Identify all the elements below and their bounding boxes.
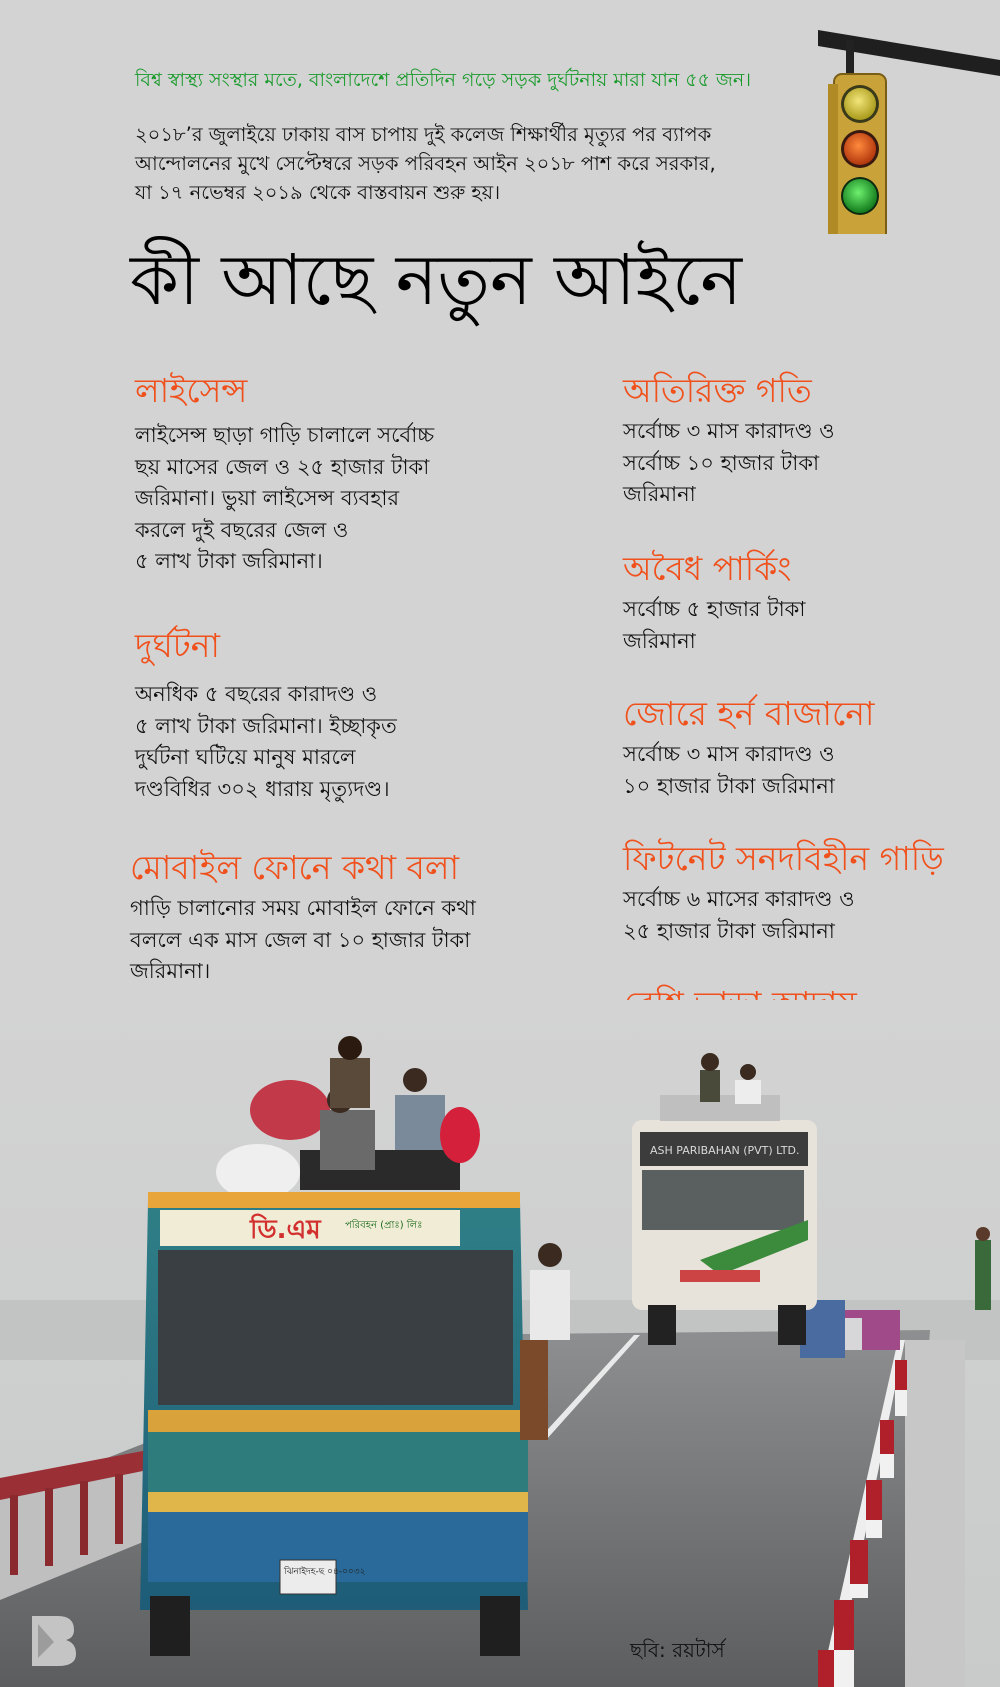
body-line: জরিমানা। ভুয়া লাইসেন্স ব্যবহার — [135, 486, 399, 510]
section-mobile-phone — [130, 847, 550, 988]
section-body — [623, 594, 983, 657]
bus-sign-company: পরিবহন (প্রাঃ) লিঃ — [345, 1220, 423, 1231]
section-body — [135, 679, 535, 805]
body-line: ছয় মাসের জেল ও ২৫ হাজার টাকা — [135, 454, 430, 479]
intro-line: আন্দোলনের মুখে সেপ্টেম্বরে সড়ক পরিবহন আইন ২০১৮ পাশ করে সরকার, — [135, 152, 716, 175]
body-line: দণ্ডবিধির ৩০২ ধারায় মৃত্যুদণ্ড। — [135, 776, 390, 801]
section-illegal-parking — [623, 548, 983, 657]
photo-caption: ছবি: রয়টার্স — [630, 1638, 725, 1662]
bus-sign: ডি.এম — [250, 1215, 321, 1245]
rear-bus-sign: ASH PARIBAHAN (PVT) LTD. — [650, 1144, 800, 1157]
who-statistic: বিশ্ব স্বাস্থ্য সংস্থার মতে, বাংলাদেশে প্রতিদিন গড়ে সড়ক দুর্ঘটনায় মারা যান ৫৫ জন। — [135, 69, 752, 91]
body-line: ২৫ হাজার টাকা জরিমানা — [623, 918, 835, 943]
section-overspeed — [623, 370, 983, 511]
body-line: ৫ লাখ টাকা জরিমানা। — [135, 549, 323, 573]
section-loud-horn — [623, 693, 983, 802]
intro-line: ২০১৮’র জুলাইয়ে ঢাকায় বাস চাপায় দুই কলেজ শিক্ষার্থীর মৃত্যুর পর ব্যাপক — [135, 123, 712, 146]
license-plate: ঝিনাইদহ-ছ ০৪-০০৩২ — [284, 1567, 366, 1577]
intro-paragraph — [135, 120, 775, 207]
body-line: ৫ লাখ টাকা জরিমানা। ইচ্ছাকৃত — [135, 713, 397, 738]
section-title: অতিরিক্ত গতি — [623, 371, 812, 410]
body-line: জরিমানা। — [130, 959, 211, 983]
section-body — [135, 420, 535, 578]
body-line: করলে দুই বছরের জেল ও — [135, 517, 349, 542]
section-body — [623, 416, 983, 511]
body-line: অনধিক ৫ বছরের কারাদণ্ড ও — [135, 682, 378, 706]
publisher-logo-icon — [28, 1612, 80, 1668]
section-body — [130, 893, 550, 988]
body-line: দুর্ঘটনা ঘটিয়ে মানুষ মারলে — [135, 745, 356, 769]
section-accident — [135, 625, 535, 805]
section-title: মোবাইল ফোনে কথা বলা — [130, 848, 460, 887]
body-line: জরিমানা — [623, 482, 696, 506]
section-title: অবৈধ পার্কিং — [623, 549, 792, 588]
section-title: দুর্ঘটনা — [135, 626, 220, 665]
body-line: সর্বোচ্চ ৬ মাসের কারাদণ্ড ও — [623, 887, 855, 911]
body-line: সর্বোচ্চ ৫ হাজার টাকা — [623, 597, 806, 621]
traffic-light-icon — [812, 24, 1000, 234]
intro-line: যা ১৭ নভেম্বর ২০১৯ থেকে বাস্তবায়ন শুরু হয়। — [135, 181, 501, 204]
bus-photo — [0, 1000, 1000, 1687]
body-line: গাড়ি চালানোর সময় মোবাইল ফোনে কথা — [130, 896, 476, 920]
body-line: বললে এক মাস জেল বা ১০ হাজার টাকা — [130, 927, 471, 952]
headline: কী আছে নতুন আইনে — [130, 239, 743, 321]
section-no-fitness-certificate — [623, 838, 1000, 947]
body-line: ১০ হাজার টাকা জরিমানা — [623, 773, 835, 798]
section-title: লাইসেন্স — [135, 371, 248, 410]
body-line: সর্বোচ্চ ৩ মাস কারাদণ্ড ও — [623, 742, 835, 766]
body-line: সর্বোচ্চ ৩ মাস কারাদণ্ড ও — [623, 419, 835, 443]
section-title: ফিটনেট সনদবিহীন গাড়ি — [623, 839, 944, 878]
section-license — [135, 370, 535, 578]
body-line: সর্বোচ্চ ১০ হাজার টাকা — [623, 450, 820, 475]
body-line: লাইসেন্স ছাড়া গাড়ি চালালে সর্বোচ্চ — [135, 423, 435, 447]
section-body — [623, 739, 983, 802]
section-title: জোরে হর্ন বাজানো — [623, 694, 875, 733]
section-body — [623, 884, 1000, 947]
body-line: জরিমানা — [623, 628, 696, 653]
